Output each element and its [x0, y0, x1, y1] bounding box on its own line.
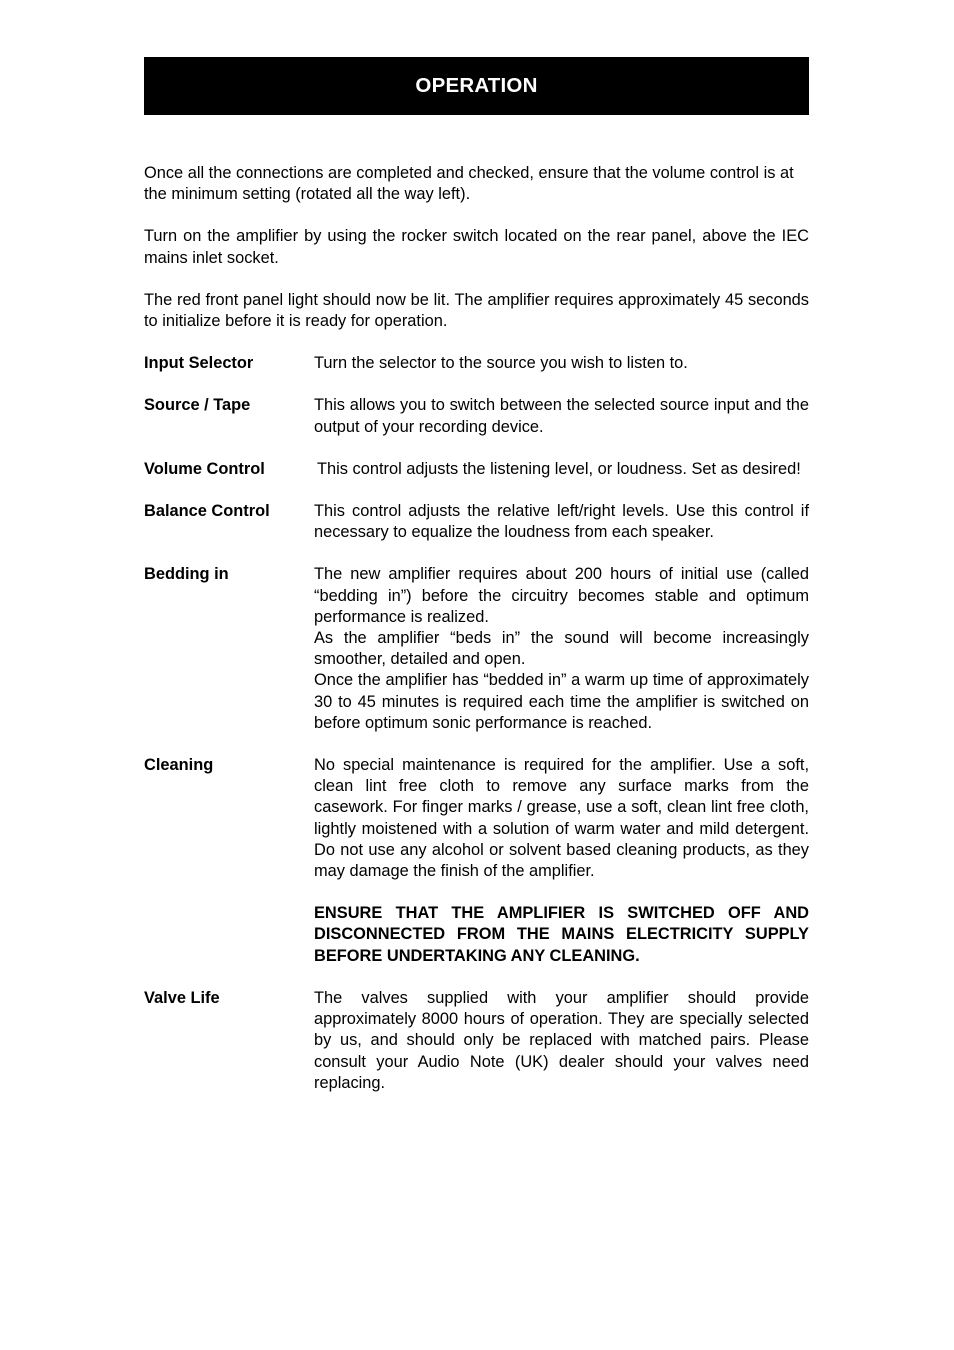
- item-source-tape: [144, 395, 809, 437]
- item-valve-life: [144, 988, 809, 1094]
- item-description: [314, 395, 809, 437]
- item-input-selector: [144, 353, 809, 374]
- intro-section: [144, 163, 809, 332]
- item-term: Bedding in: [144, 565, 229, 584]
- item-balance-control: [144, 501, 809, 543]
- section-title: OPERATION: [415, 74, 538, 98]
- item-term: Balance Control: [144, 502, 270, 521]
- manual-page: [144, 57, 809, 1115]
- item-paragraph: This control adjusts the listening level, or loudness. Set as desired!: [317, 459, 801, 478]
- item-paragraph: Once the amplifier has “bedded in” a warm up time of approximately 30 to 45 minutes is required each time the amplifier is switched on before optimum sonic performance is reached.: [314, 671, 809, 732]
- item-term: Source / Tape: [144, 396, 251, 415]
- item-description: [314, 988, 809, 1094]
- item-term: Input Selector: [144, 354, 254, 373]
- item-bedding-in: [144, 564, 809, 734]
- item-description: [314, 353, 809, 374]
- intro-paragraph: The red front panel light should now be lit. The amplifier requires approximately 45 seconds to initialize before it is ready for operation.: [144, 290, 809, 331]
- item-volume-control: [144, 459, 809, 480]
- item-paragraph: No special maintenance is required for the amplifier. Use a soft, clean lint free cloth to remove any surface marks from the casework. For finger marks / grease, use a soft, clean lint free cloth, lightly moistened with a solution of warm water and mild detergent. Do not use any alcohol or solvent based cleaning products, as they may damage the finish of the amplifier.: [314, 756, 809, 881]
- item-description: [314, 564, 809, 734]
- item-description: [314, 501, 809, 543]
- item-term: Cleaning: [144, 756, 214, 775]
- intro-paragraph: Once all the connections are completed and checked, ensure that the volume control is at the minimum setting (rotated all the way left).: [144, 164, 794, 204]
- item-paragraph: As the amplifier “beds in” the sound will become increasingly smoother, detailed and open.: [314, 629, 809, 669]
- item-paragraph: This allows you to switch between the selected source input and the output of your recording device.: [314, 396, 809, 436]
- item-paragraph: The valves supplied with your amplifier should provide approximately 8000 hours of operation. They are specially selected by us, and should only be replaced with matched pairs. Please consult your Audio Note (UK) dealer should your valves need replacing.: [314, 988, 809, 1092]
- item-cleaning: [144, 755, 809, 967]
- item-paragraph: This control adjusts the relative left/right levels. Use this control if necessary to equalize the loudness from each speaker.: [314, 502, 809, 542]
- section-title-banner: [144, 57, 809, 115]
- item-term: Volume Control: [144, 459, 265, 478]
- cleaning-warning: ENSURE THAT THE AMPLIFIER IS SWITCHED OFF AND DISCONNECTED FROM THE MAINS ELECTRICITY SUPPLY BEFORE UNDERTAKING ANY CLEANING.: [314, 904, 809, 965]
- item-term: Valve Life: [144, 988, 220, 1007]
- item-description: [314, 459, 809, 480]
- item-paragraph: Turn the selector to the source you wish to listen to.: [314, 354, 688, 373]
- item-description: [314, 755, 809, 967]
- item-paragraph: The new amplifier requires about 200 hours of initial use (called “bedding in”) before the circuitry becomes stable and optimum performance is realized.: [314, 565, 809, 626]
- intro-paragraph: Turn on the amplifier by using the rocker switch located on the rear panel, above the IEC mains inlet socket.: [144, 227, 809, 267]
